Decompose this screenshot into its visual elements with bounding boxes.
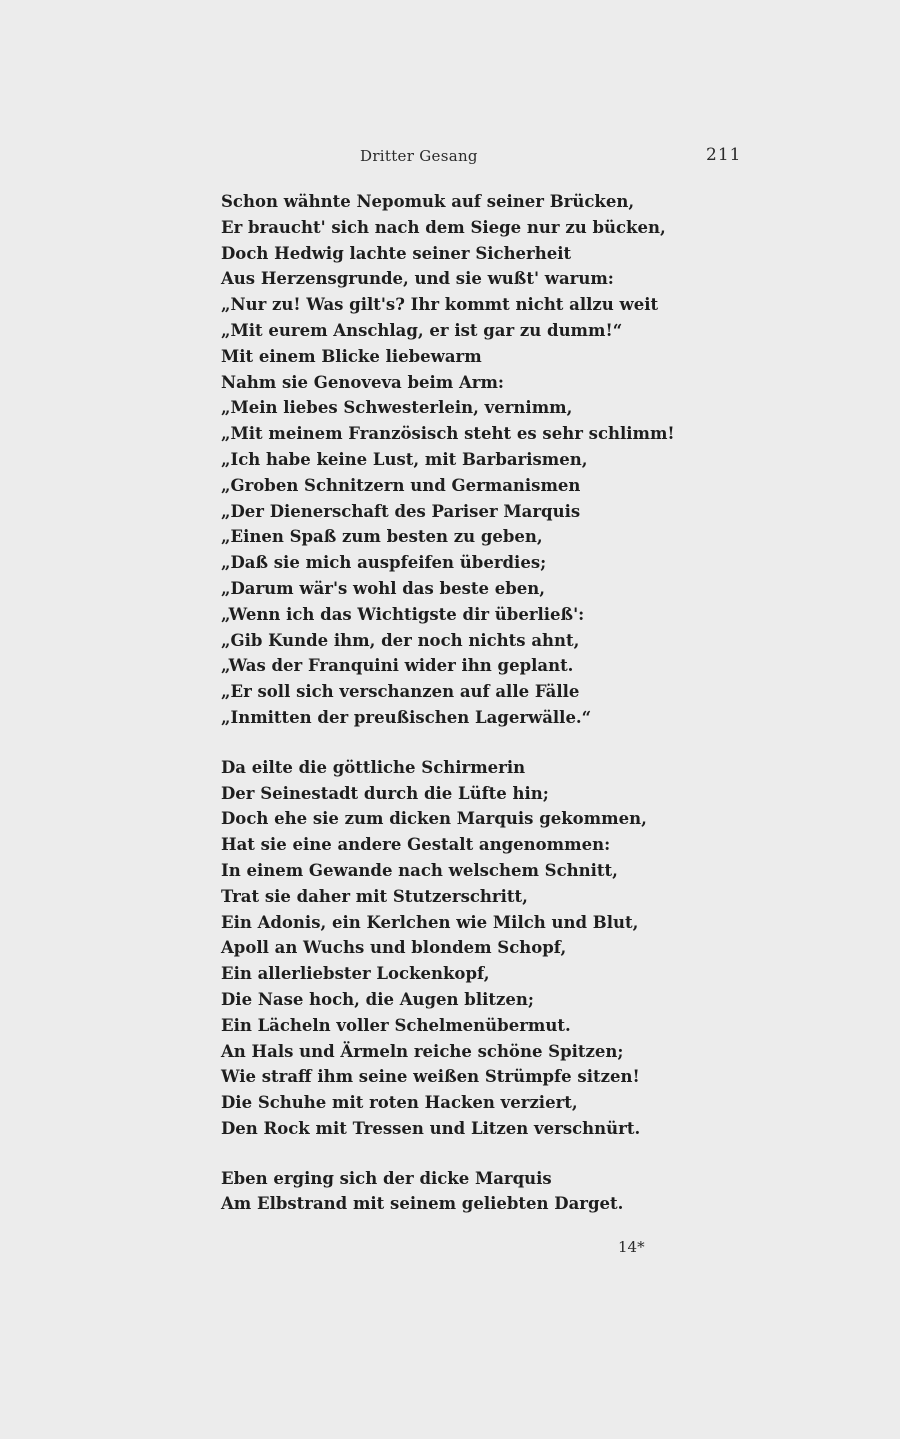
poem-line: Doch Hedwig lachte seiner Sicherheit <box>221 243 572 263</box>
poem-line: „Groben Schnitzern und Germanismen <box>221 475 581 495</box>
poem-line: Nahm sie Genoveva beim Arm: <box>221 372 505 392</box>
poem-line: Die Schuhe mit roten Hacken verziert, <box>221 1093 578 1113</box>
poem-line: „Was der Franquini wider ihn geplant. <box>221 656 574 676</box>
poem-line: „Einen Spaß zum besten zu geben, <box>221 527 543 547</box>
stanza <box>221 1166 781 1218</box>
poem-line: „Der Dienerschaft des Pariser Marquis <box>221 501 581 521</box>
poem-line: Mit einem Blicke liebewarm <box>221 346 482 366</box>
poem-line: Am Elbstrand mit seinem geliebten Darget. <box>221 1194 624 1214</box>
poem-line: „Darum wär's wohl das beste eben, <box>221 578 545 598</box>
poem-line: „Inmitten der preußischen Lagerwälle.“ <box>221 707 592 727</box>
poem-line: Ein Adonis, ein Kerlchen wie Milch und Blut, <box>221 912 639 932</box>
poem-text <box>221 189 781 1217</box>
stanza <box>221 189 781 731</box>
poem-line: Trat sie daher mit Stutzerschritt, <box>221 886 528 906</box>
poem-line: An Hals und Ärmeln reiche schöne Spitzen; <box>221 1041 624 1061</box>
poem-line: Ein Lächeln voller Schelmenübermut. <box>221 1015 571 1035</box>
poem-line: In einem Gewande nach welschem Schnitt, <box>221 860 618 880</box>
poem-line: Eben erging sich der dicke Marquis <box>221 1168 552 1188</box>
poem-line: Er braucht' sich nach dem Siege nur zu bücken, <box>221 217 666 237</box>
poem-line: „Mein liebes Schwesterlein, vernimm, <box>221 398 573 418</box>
poem-line: Da eilte die göttliche Schirmerin <box>221 757 526 777</box>
running-head: Dritter Gesang <box>360 147 478 165</box>
poem-line: Ein allerliebster Lockenkopf, <box>221 964 490 984</box>
page-number: 211 <box>706 145 742 165</box>
stanza <box>221 755 781 1142</box>
poem-line: Schon wähnte Nepomuk auf seiner Brücken, <box>221 192 635 211</box>
poem-line: „Gib Kunde ihm, der noch nichts ahnt, <box>221 630 580 650</box>
poem-line: Der Seinestadt durch die Lüfte hin; <box>221 783 549 803</box>
poem-line: „Nur zu! Was gilt's? Ihr kommt nicht allzu weit <box>221 295 659 315</box>
poem-line: „Mit meinem Französisch steht es sehr schlimm! <box>221 424 675 444</box>
poem-line: „Mit eurem Anschlag, er ist gar zu dumm!“ <box>221 320 623 340</box>
poem-line: Den Rock mit Tressen und Litzen verschnürt. <box>221 1118 641 1138</box>
poem-line: Aus Herzensgrunde, und sie wußt' warum: <box>221 269 614 289</box>
poem-line: „Er soll sich verschanzen auf alle Fälle <box>221 682 580 702</box>
poem-line: Doch ehe sie zum dicken Marquis gekommen, <box>221 809 647 829</box>
poem-line: Wie straff ihm seine weißen Strümpfe sitzen! <box>221 1067 640 1087</box>
poem-line: Apoll an Wuchs und blondem Schopf, <box>221 938 567 958</box>
printer-signature-mark: 14* <box>618 1238 645 1256</box>
poem-line: Die Nase hoch, die Augen blitzen; <box>221 989 534 1009</box>
poem-line: Hat sie eine andere Gestalt angenommen: <box>221 835 611 855</box>
poem-line: „Wenn ich das Wichtigste dir überließ': <box>221 604 585 624</box>
poem-line: „Ich habe keine Lust, mit Barbarismen, <box>221 449 588 469</box>
poem-line: „Daß sie mich auspfeifen überdies; <box>221 553 547 573</box>
